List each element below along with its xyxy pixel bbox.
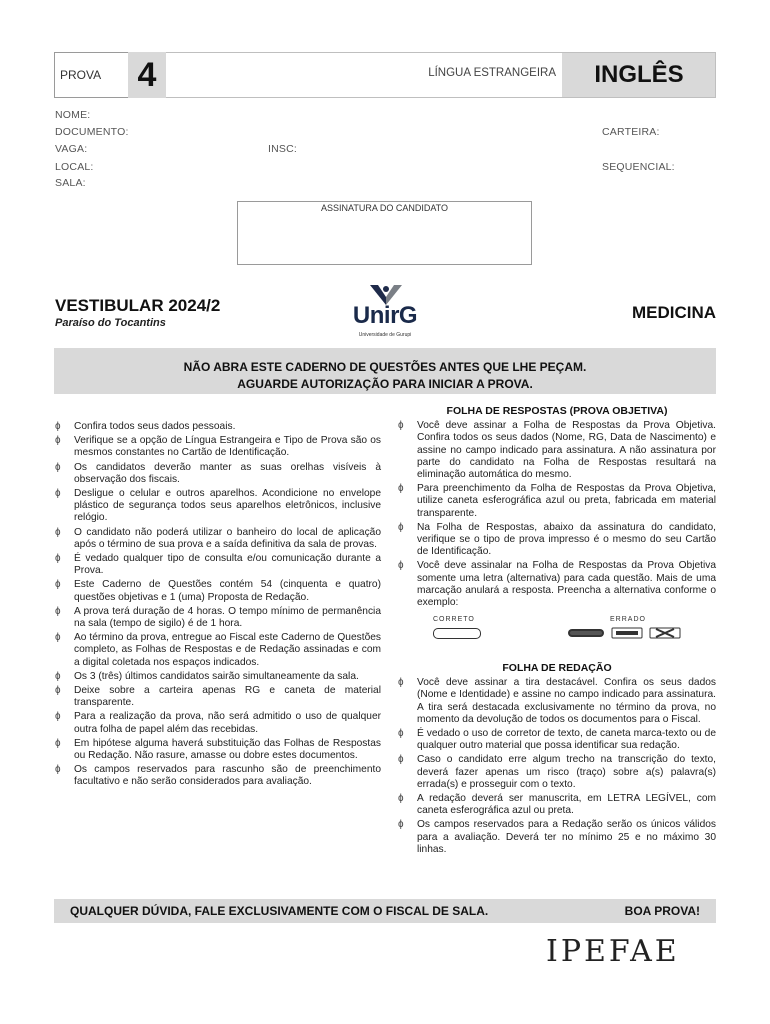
bullet-icon: ɸ: [55, 488, 61, 500]
bullet-icon: ɸ: [398, 728, 404, 740]
bullet-icon: ɸ: [398, 521, 404, 533]
bullet-icon: ɸ: [398, 420, 404, 432]
bullet-icon: ɸ: [398, 677, 404, 689]
field-sala: SALA:: [55, 177, 86, 189]
language-label: LÍNGUA ESTRANGEIRA: [428, 67, 556, 79]
bullet-icon: ɸ: [55, 632, 61, 644]
list-item: ɸ Verifique se a opção de Língua Estrangeira e Tipo de Prova são os mesmos constantes no Cartão de Identificação.: [55, 435, 381, 459]
wrong-label: ERRADO: [610, 616, 646, 623]
bullet-icon: ɸ: [55, 711, 61, 723]
list-item: ɸ Confira todos seus dados pessoais.: [55, 421, 236, 432]
bullet-icon: ɸ: [55, 764, 61, 776]
list-item: ɸ Os campos reservados para a Redação serão os únicos válidos para a avaliação. Deverá ter no mínimo 25 e no máximo 30 linhas.: [398, 819, 716, 855]
logo-subtitle: Universidade de Gurupi: [358, 332, 412, 338]
list-item: ɸ É vedado o uso de corretor de texto, de caneta marca-texto ou de qualquer outro material que possa identificar sua redação.: [398, 728, 716, 752]
bullet-icon: ɸ: [398, 754, 404, 766]
list-item: ɸ O candidato não poderá utilizar o banheiro do local de aplicação após o término de sua prova e a saída definitiva da sala de provas.: [55, 526, 381, 550]
list-item: ɸ Em hipótese alguma haverá substituição das Folhas de Respostas ou Redação. Não rasure, amasse ou dobre estes documentos.: [55, 737, 381, 762]
objective-section: [398, 405, 716, 611]
field-carteira: CARTEIRA:: [602, 126, 660, 138]
list-item: ɸ Desligue o celular e outros aparelhos. Acondicione no envelope plástico de segurança todos seus aparelhos eletrônicos, inclusive relógio.: [55, 488, 381, 524]
banner-line-1: NÃO ABRA ESTE CADERNO DE QUESTÕES ANTES QUE LHE PEÇAM.: [183, 360, 587, 374]
list-item: ɸ Ao término da prova, entregue ao Fiscal este Caderno de Questões completo, as Folhas de Respostas e de Redação assinadas e com a digital coletada nos espaços indicados.: [55, 632, 381, 668]
essay-section: [398, 662, 716, 858]
field-local: LOCAL:: [55, 161, 94, 173]
correct-mark-example: [433, 628, 481, 639]
list-item: ɸ Para a realização da prova, não será admitido o uso de qualquer outra folha de papel além das recebidas.: [55, 711, 381, 735]
course-title: MEDICINA: [631, 303, 716, 322]
list-item: ɸ Você deve assinalar na Folha de Respostas da Prova Objetiva somente uma letra (alternativa) para cada questão. Mais de uma marcação anulará a resposta. Preencha a alternativa conforme o exemplo:: [398, 560, 716, 609]
list-item: ɸ Os candidatos deverão manter as suas orelhas visíveis à observação dos fiscais.: [55, 461, 381, 485]
wrong-marks-icon: [566, 626, 684, 640]
field-documento: DOCUMENTO:: [55, 126, 129, 138]
field-nome: NOME:: [55, 109, 91, 121]
list-item: ɸ A redação deverá ser manuscrita, em LETRA LEGÍVEL, com caneta esferográfica azul ou preta.: [398, 793, 716, 817]
bullet-icon: ɸ: [55, 579, 61, 591]
list-item: ɸ Caso o candidato erre algum trecho na transcrição do texto, deverá fazer apenas um risco (traço) sobre a(s) palavra(s) errada(s) e prosseguir com o texto.: [398, 754, 716, 790]
list-item: ɸ A prova terá duração de 4 horas. O tempo mínimo de permanência na sala (tempo de sigilo) é de 1 hora.: [55, 605, 381, 630]
bullet-icon: ɸ: [55, 435, 61, 447]
banner-line-2: AGUARDE AUTORIZAÇÃO PARA INICIAR A PROVA.: [237, 377, 533, 391]
footer-notice: QUALQUER DÚVIDA, FALE EXCLUSIVAMENTE COM O FISCAL DE SALA.: [70, 904, 489, 918]
exam-title: VESTIBULAR 2024/2: [55, 296, 221, 315]
bullet-icon: ɸ: [398, 483, 404, 495]
list-item: ɸ Este Caderno de Questões contém 54 (cinquenta e quatro) questões objetivas e 1 (uma) Proposta de Redação.: [55, 579, 381, 603]
list-item: ɸ É vedado qualquer tipo de consulta e/ou comunicação durante a Prova.: [55, 553, 381, 577]
bullet-icon: ɸ: [55, 553, 61, 565]
bullet-icon: ɸ: [55, 685, 61, 697]
bullet-icon: ɸ: [55, 526, 61, 538]
language-title: INGLÊS: [594, 61, 684, 88]
left-instructions: [55, 421, 381, 791]
list-item: ɸ Você deve assinar a Folha de Respostas da Prova Objetiva. Confira todos os seus dados (Nome, RG, Data de Nascimento) e assine no campo indicado para assinatura. A não assinatura por parte do candidato na Folha de Respostas resultará na eliminação automática do mesmo.: [398, 420, 716, 481]
list-item: ɸ Para preenchimento da Folha de Respostas da Prova Objetiva, utilize caneta esferográfica azul ou preta, fabricada em material transparente.: [398, 483, 716, 519]
essay-title: FOLHA DE REDAÇÃO: [502, 662, 612, 674]
organizer-logo: IPEFAE: [546, 934, 680, 969]
bullet-icon: ɸ: [55, 737, 61, 749]
field-insc: INSC:: [268, 143, 298, 155]
bullet-icon: ɸ: [55, 605, 61, 617]
list-item: ɸ Os campos reservados para rascunho são de preenchimento facultativo e não serão considerados para avaliação.: [55, 764, 381, 788]
list-item: ɸ Você deve assinar a tira destacável. Confira os seus dados (Nome e Identidade) e assine no campo indicado para assinatura. A tira será destacada exclusivamente no término da prova, no momento da devolução de todos os documentos para o Fiscal.: [398, 677, 716, 725]
prova-number: 4: [128, 52, 166, 98]
bullet-icon: ɸ: [55, 461, 61, 473]
signature-label: ASSINATURA DO CANDIDATO: [320, 203, 449, 213]
field-vaga: VAGA:: [55, 143, 88, 155]
list-item: ɸ Os 3 (três) últimos candidatos sairão simultaneamente da sala.: [55, 670, 359, 682]
list-item: ɸ Deixe sobre a carteira apenas RG e caneta de material transparente.: [55, 685, 381, 709]
objective-title: FOLHA DE RESPOSTAS (PROVA OBJETIVA): [446, 405, 668, 417]
logo-text: UnirG: [352, 302, 418, 329]
bullet-icon: ɸ: [55, 421, 61, 432]
exam-location: Paraíso do Tocantins: [55, 317, 166, 329]
field-sequencial: SEQUENCIAL:: [602, 161, 675, 173]
bullet-icon: ɸ: [398, 819, 404, 831]
bullet-icon: ɸ: [398, 793, 404, 805]
bullet-icon: ɸ: [398, 560, 404, 572]
prova-label: PROVA: [60, 68, 102, 82]
footer-good-luck: BOA PROVA!: [624, 904, 700, 918]
bullet-icon: ɸ: [55, 670, 61, 682]
correct-label: CORRETO: [433, 616, 475, 623]
list-item: ɸ Na Folha de Respostas, abaixo da assinatura do candidato, verifique se o tipo de prova impresso é o mesmo do seu Cartão de Identificação.: [398, 521, 716, 558]
